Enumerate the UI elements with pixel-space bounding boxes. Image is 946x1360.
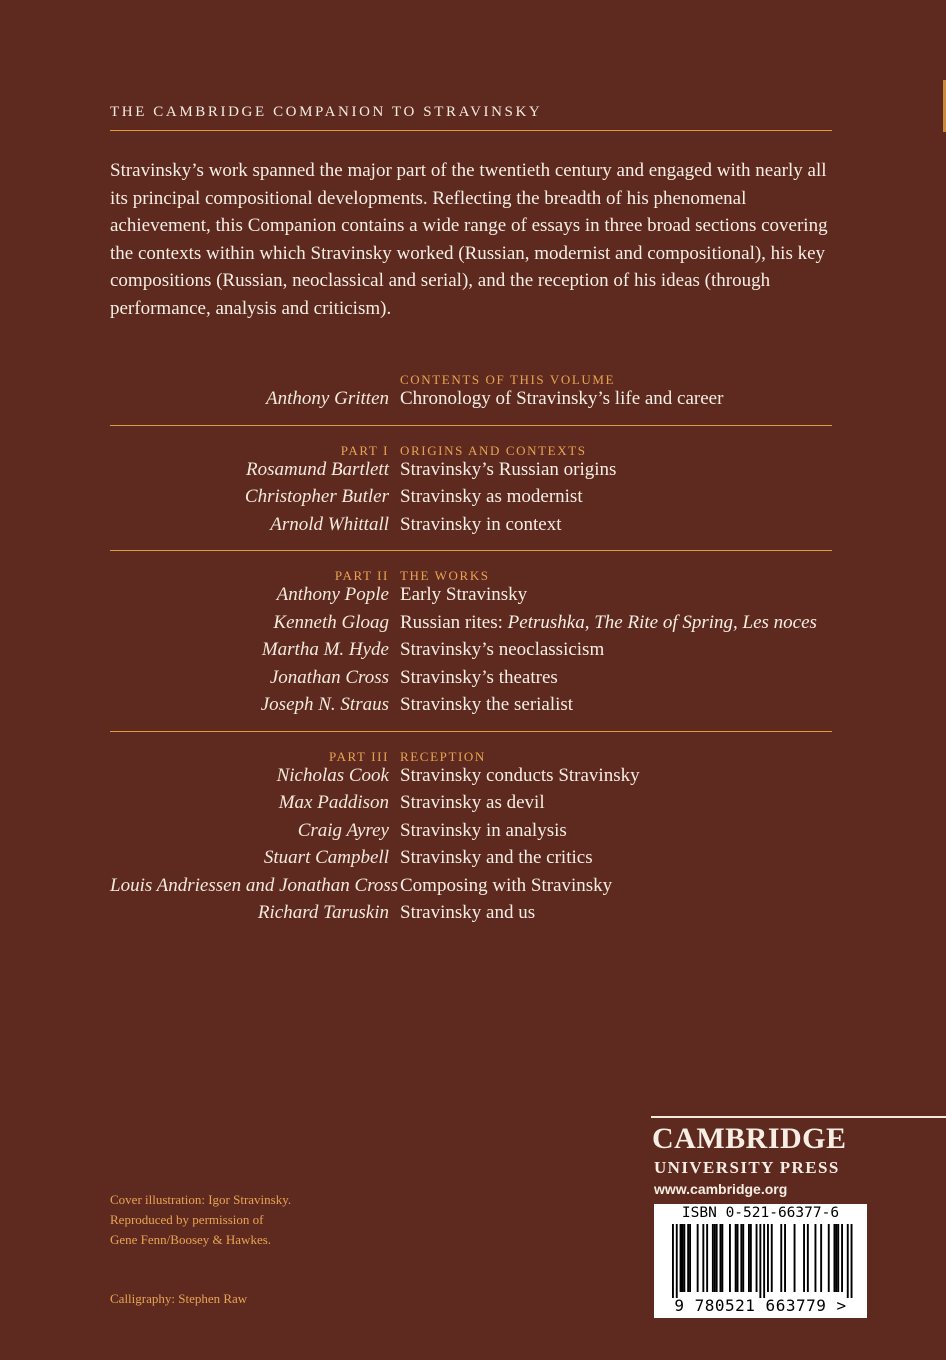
entry-author: Craig Ayrey (297, 819, 389, 841)
barcode-bar (702, 1224, 704, 1292)
entry-title: Composing with Stravinsky (400, 874, 613, 896)
entry-title: Early Stravinsky (400, 584, 528, 605)
entry-author: Joseph N. Straus (260, 694, 389, 715)
barcode-bar (780, 1224, 782, 1292)
entry-title: Stravinsky and the critics (400, 847, 593, 868)
entry-author: Jonathan Cross (269, 666, 389, 688)
barcode-bar (837, 1224, 839, 1292)
entry-title: Russian rites: Petrushka, The Rite of Spring, Les noces (400, 611, 817, 633)
barcode-bar (820, 1224, 822, 1292)
contents-entry (110, 486, 832, 514)
entry-title-prefix: Russian rites: (400, 611, 508, 633)
blurb-paragraph: Stravinsky’s work spanned the major part of the twentieth century and engaged with nearly all its principal compositional developments. Reflecting the breadth of his phenomenal achievement, this Companion contains a wide range of essays in three broad sections covering the contexts within which Stravinsky worked (Russian, modernist and compositional), his key compositions (Russian, neoclassical and serial), and the reception of his ideas (through performance, analysis and criticism). (110, 160, 828, 319)
contents-heading: CONTENTS OF THIS VOLUME (400, 372, 616, 387)
cover-credit (110, 1190, 291, 1250)
publisher-subname: UNIVERSITY PRESS (654, 1158, 840, 1177)
calligraphy-credit: Calligraphy: Stephen Raw (110, 1291, 248, 1306)
entry-title: Stravinsky’s neoclassicism (400, 639, 605, 660)
series-title: THE CAMBRIDGE COMPANION TO STRAVINSKY (110, 104, 543, 120)
contents-entry (110, 388, 832, 416)
barcode-bar (714, 1224, 716, 1292)
entry-title: Stravinsky’s Russian origins (400, 458, 617, 480)
barcode-bar (834, 1224, 836, 1292)
barcode-bar (771, 1224, 773, 1292)
entry-author: Martha M. Hyde (261, 639, 389, 660)
part-heading-row (110, 562, 832, 584)
part-label: PART III (328, 748, 389, 764)
entry-author: Anthony Pople (276, 584, 389, 605)
isbn-label: ISBN 0-521-66377-6 (681, 1205, 840, 1221)
barcode (654, 1204, 867, 1318)
barcode-bar (794, 1224, 796, 1292)
barcode-bars (654, 1224, 867, 1298)
contents-entry (110, 694, 832, 722)
barcode-bar (729, 1224, 731, 1292)
barcode-bar (803, 1224, 805, 1292)
barcode-bar (672, 1224, 674, 1298)
contents-entry (110, 902, 832, 930)
barcode-bar (720, 1224, 722, 1292)
contents-entry (110, 612, 832, 640)
entry-author: Nicholas Cook (276, 764, 389, 786)
work-title: Petrushka (507, 611, 585, 633)
part-name: RECEPTION (400, 748, 486, 764)
entry-title: Stravinsky in context (400, 513, 562, 535)
cover-credit-line: Cover illustration: Igor Stravinsky. (110, 1192, 292, 1207)
contents-entry (110, 792, 832, 820)
barcode-bar (748, 1224, 750, 1292)
barcode-bar (740, 1224, 742, 1292)
barcode-bar (676, 1224, 678, 1298)
barcode-bar (683, 1224, 685, 1292)
work-title: The Rite of Spring (594, 611, 734, 633)
entry-author: Kenneth Gloag (273, 611, 389, 633)
entry-title: Stravinsky as devil (400, 792, 545, 813)
entry-author: Anthony Gritten (266, 388, 389, 409)
part-label: PART II (334, 568, 389, 583)
section-rule (110, 731, 832, 732)
entry-author: Rosamund Bartlett (245, 458, 389, 480)
barcode-bar (737, 1224, 739, 1292)
section-rule (110, 425, 832, 426)
entry-title: Stravinsky the serialist (400, 694, 574, 715)
barcode-bar (716, 1224, 718, 1292)
barcode-bar (735, 1224, 737, 1292)
contents-entry (110, 820, 832, 848)
entry-title: Stravinsky conducts Stravinsky (400, 764, 640, 786)
barcode-bar (687, 1224, 689, 1292)
barcode-bar (763, 1224, 765, 1298)
part-heading-row (110, 743, 832, 765)
part-label: PART I (340, 442, 389, 458)
barcode-bar (742, 1224, 744, 1292)
work-title: Les noces (742, 611, 817, 633)
barcode-bar (712, 1224, 714, 1292)
part-name: ORIGINS AND CONTEXTS (400, 442, 587, 458)
entry-title: Stravinsky in analysis (400, 819, 567, 841)
barcode-bar (689, 1224, 691, 1292)
entry-author: Christopher Butler (244, 486, 389, 507)
barcode-digits: 9 780521 663779 > (674, 1296, 847, 1315)
contents-entry (110, 514, 832, 542)
entry-author: Arnold Whittall (270, 513, 389, 535)
barcode-bar (682, 1224, 684, 1292)
barcode-bar (756, 1224, 758, 1292)
contents-entry (110, 639, 832, 667)
cover-credit-line: Reproduced by permission of (110, 1212, 264, 1227)
part-heading-row (110, 437, 832, 459)
contents-heading-row (110, 366, 832, 388)
barcode-bar (767, 1224, 769, 1292)
entry-author: Richard Taruskin (257, 902, 389, 923)
top-rule (110, 130, 832, 131)
barcode-bar (847, 1224, 849, 1298)
part-name: THE WORKS (400, 568, 490, 583)
barcode-bar (697, 1224, 699, 1292)
barcode-bar (841, 1224, 843, 1292)
parts-container (110, 425, 832, 930)
barcode-bar (680, 1224, 682, 1292)
barcode-bar (851, 1224, 853, 1298)
barcode-bar (759, 1224, 761, 1298)
entry-author: Louis Andriessen and Jonathan Cross (110, 874, 399, 896)
barcode-bar (815, 1224, 817, 1292)
entry-title: Stravinsky and us (400, 902, 536, 923)
contents-entry (110, 847, 832, 875)
barcode-bar (706, 1224, 708, 1292)
publisher-url: www.cambridge.org (654, 1181, 788, 1197)
barcode-bar (750, 1224, 752, 1292)
entry-title: Stravinsky as modernist (400, 486, 583, 507)
barcode-bar (828, 1224, 830, 1292)
contents-entry (110, 584, 832, 612)
cover-credit-line: Gene Fenn/Boosey & Hawkes. (110, 1232, 272, 1247)
entry-author: Stuart Campbell (263, 847, 389, 868)
contents-entry (110, 459, 832, 487)
contents-entry (110, 667, 832, 695)
barcode-bar (835, 1224, 837, 1292)
contents-entry (110, 765, 832, 793)
contents-list (110, 366, 832, 930)
entry-title: Stravinsky’s theatres (400, 666, 558, 688)
section-rule (110, 550, 832, 551)
entry-title: Chronology of Stravinsky’s life and career (400, 388, 724, 409)
barcode-bar (807, 1224, 809, 1292)
entry-author: Max Paddison (278, 792, 389, 813)
publisher-rule (651, 1116, 946, 1118)
barcode-bar (784, 1224, 786, 1292)
contents-entry (110, 875, 832, 903)
barcode-bar (721, 1224, 723, 1292)
publisher-name: CAMBRIDGE (652, 1122, 847, 1155)
